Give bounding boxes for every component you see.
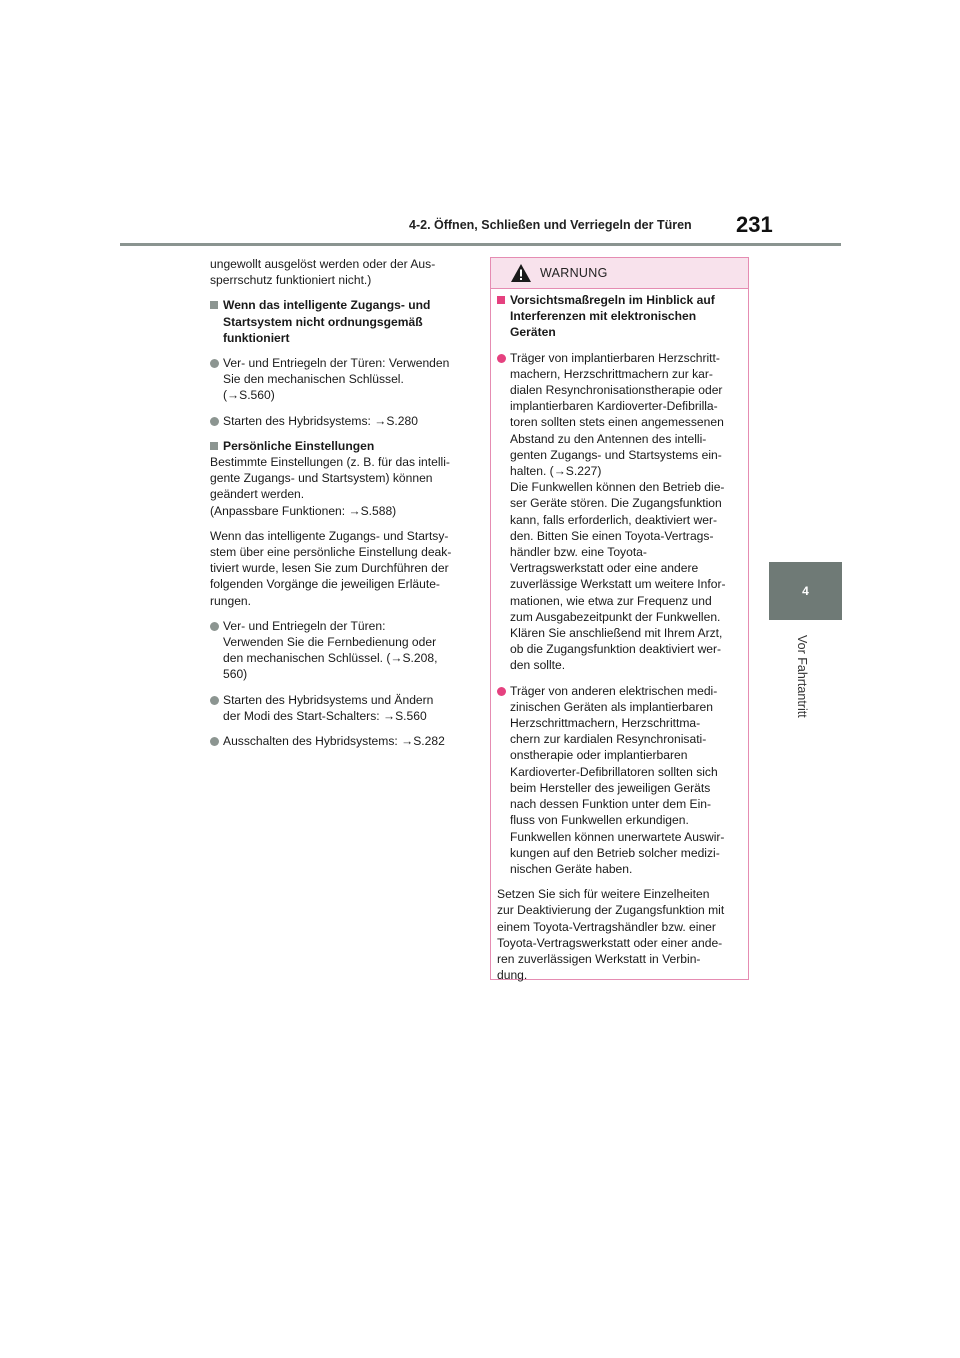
chapter-number: 4 — [802, 584, 809, 598]
text-line: Persönliche Einstellungen — [223, 438, 375, 453]
warning-title: WARNUNG — [540, 266, 608, 280]
text-line: (Anpassbare Funktionen: →S.588) — [210, 503, 397, 518]
list-item — [210, 413, 472, 429]
warning-box — [490, 257, 749, 983]
heading-key-malfunction — [210, 297, 472, 346]
text-line: ungewollt ausgelöst werden oder der Aus- — [210, 257, 436, 271]
text-line: Herzschrittmachern, Herzschrittma- — [510, 716, 701, 731]
text-line: kungen auf den Betrieb solcher medizi- — [510, 845, 720, 860]
warning-heading — [497, 292, 741, 341]
text-line: Wenn das intelligente Zugangs- und Startsy- — [210, 528, 449, 543]
text-line: einem Toyota-Vertragshändler bzw. einer — [497, 919, 716, 934]
page-number: 231 — [736, 212, 773, 237]
text-line: sperrschutz funktioniert nicht.) — [210, 273, 372, 288]
text-line: ob die Zugangsfunktion deaktiviert wer- — [510, 642, 722, 657]
list-item — [497, 683, 741, 877]
text-line: Ausschalten des Hybridsystems: →S.282 — [223, 734, 445, 749]
text-line: fluss von Funkwellen erkundigen. — [510, 813, 689, 828]
text-line: der Modi des Start-Schalters: →S.560 — [223, 708, 427, 723]
list-item-text — [223, 356, 449, 402]
list-item-text — [510, 351, 726, 673]
text-line: nischen Geräte haben. — [510, 861, 633, 876]
chapter-tab — [769, 562, 842, 620]
circle-bullet-icon — [210, 417, 219, 426]
text-line: den. Bitten Sie einen Toyota-Vertrags- — [510, 528, 714, 543]
warning-closing-text — [497, 886, 741, 983]
text-line: Bestimmte Einstellungen (z. B. für das intelli- — [210, 455, 450, 470]
text-line: Träger von implantierbaren Herzschritt- — [510, 350, 720, 365]
circle-bullet-icon — [210, 696, 219, 705]
text-line: Abstand zu den Antennen des intelli- — [510, 431, 707, 446]
text-line: Interferenzen mit elektronischen — [510, 309, 697, 324]
text-line: Ver- und Entriegeln der Türen: Verwenden — [223, 356, 450, 371]
heading-text — [510, 293, 715, 339]
text-line: machern, Herzschrittmachern zur kar- — [510, 366, 713, 381]
circle-bullet-icon — [497, 354, 506, 363]
text-line: Funkwellen können unerwartete Auswir- — [510, 829, 725, 844]
text-line: Sie den mechanischen Schlüssel. — [223, 372, 404, 387]
text-line: implantierbaren Kardioverter-Defibrilla- — [510, 399, 718, 414]
text-line: ser Geräte stören. Die Zugangsfunktion — [510, 496, 722, 511]
text-line: Vertragswerkstatt oder eine andere — [510, 561, 699, 576]
text-line: (→S.560) — [223, 388, 275, 403]
text-line: zum Ausgabezeitpunkt der Funkwellen. — [510, 609, 721, 624]
body-paragraph — [210, 528, 472, 609]
text-line: genten Zugangs- und Startsystems ein- — [510, 447, 722, 462]
text-line: funktioniert — [223, 330, 290, 345]
text-line: Vorsichtsmaßregeln im Hinblick auf — [510, 293, 715, 307]
text-line: nach dessen Funktion unter dem Ein- — [510, 797, 712, 812]
text-line: toren sollten stets einen angemessenen — [510, 415, 724, 430]
square-bullet-icon — [210, 301, 218, 309]
circle-bullet-icon — [210, 622, 219, 631]
text-line: Kardioverter-Defibrillatoren sollten sich — [510, 764, 718, 779]
square-bullet-icon — [210, 442, 218, 450]
text-line: den mechanischen Schlüssel. (→S.208, — [223, 651, 438, 666]
text-line: Verwenden Sie die Fernbedienung oder — [223, 635, 437, 650]
text-line: Ver- und Entriegeln der Türen: — [223, 618, 386, 633]
text-line: gente Zugangs- und Startsystem) können — [210, 471, 433, 486]
list-item — [210, 355, 472, 404]
list-item-text — [510, 684, 724, 876]
intro-text — [210, 256, 472, 288]
heading-text — [223, 439, 374, 453]
text-line: rungen. — [210, 593, 252, 608]
section-title: 4-2. Öffnen, Schließen und Verriegeln der Türen — [409, 218, 692, 232]
text-line: Träger von anderen elektrischen medi- — [510, 683, 718, 698]
text-line: Klären Sie anschließend mit Ihrem Arzt, — [510, 626, 723, 641]
text-line: händler bzw. eine Toyota- — [510, 545, 647, 560]
text-line: mationen, wie etwa zur Frequenz und — [510, 593, 712, 608]
list-item-text — [223, 693, 433, 723]
text-line: geändert werden. — [210, 487, 305, 502]
header-divider — [120, 243, 841, 246]
text-line: onstherapie oder implantierbaren — [510, 748, 688, 763]
left-column — [210, 256, 472, 758]
text-line: stem über eine persönliche Einstellung deak- — [210, 545, 452, 560]
text-line: folgenden Vorgänge die jeweiligen Erläute- — [210, 577, 440, 592]
text-line: Starten des Hybridsystems und Ändern — [223, 692, 434, 707]
text-line: Starten des Hybridsystems: →S.280 — [223, 413, 418, 428]
text-line: Die Funkwellen können den Betrieb die- — [510, 480, 725, 495]
warning-triangle-icon — [510, 263, 532, 283]
text-line: beim Hersteller des jeweiligen Geräts — [510, 780, 711, 795]
list-item — [210, 618, 472, 683]
square-bullet-icon — [497, 296, 505, 304]
circle-bullet-icon — [497, 687, 506, 696]
chapter-label: Vor Fahrtantritt — [795, 635, 809, 718]
text-line: Geräten — [510, 325, 556, 340]
circle-bullet-icon — [210, 737, 219, 746]
text-line: Toyota-Vertragswerkstatt oder einer ande- — [497, 935, 723, 950]
list-item-text — [223, 619, 437, 682]
text-line: ren zuverlässigen Werkstatt in Verbin- — [497, 951, 701, 966]
heading-personal-settings — [210, 438, 472, 454]
list-item — [210, 733, 472, 749]
body-paragraph — [210, 454, 472, 519]
text-line: Startsystem nicht ordnungsgemäß — [223, 314, 423, 329]
list-item — [497, 350, 741, 674]
text-line: Setzen Sie sich für weitere Einzelheiten — [497, 887, 710, 902]
text-line: den sollte. — [510, 658, 566, 673]
warning-body — [497, 292, 741, 983]
text-line: zinischen Geräten als implantierbaren — [510, 699, 714, 714]
text-line: zuverlässige Werkstatt um weitere Infor- — [510, 577, 726, 592]
text-line: halten. (→S.227) — [510, 464, 602, 479]
list-item — [210, 692, 472, 724]
text-line: Wenn das intelligente Zugangs- und — [223, 298, 431, 313]
warning-header — [491, 258, 748, 289]
text-line: dung. — [497, 968, 528, 983]
heading-text — [223, 298, 430, 344]
list-item-text — [223, 414, 418, 428]
text-line: kann, falls erforderlich, deaktiviert wer- — [510, 512, 718, 527]
circle-bullet-icon — [210, 359, 219, 368]
text-line: tiviert wurde, lesen Sie zum Durchführen der — [210, 561, 449, 576]
list-item-text — [223, 734, 445, 748]
text-line: zur Deaktivierung der Zugangsfunktion mit — [497, 903, 725, 918]
text-line: dialen Resynchronisationstherapie oder — [510, 383, 723, 398]
text-line: 560) — [223, 667, 248, 682]
text-line: chern zur kardialen Resynchronisati- — [510, 732, 707, 747]
